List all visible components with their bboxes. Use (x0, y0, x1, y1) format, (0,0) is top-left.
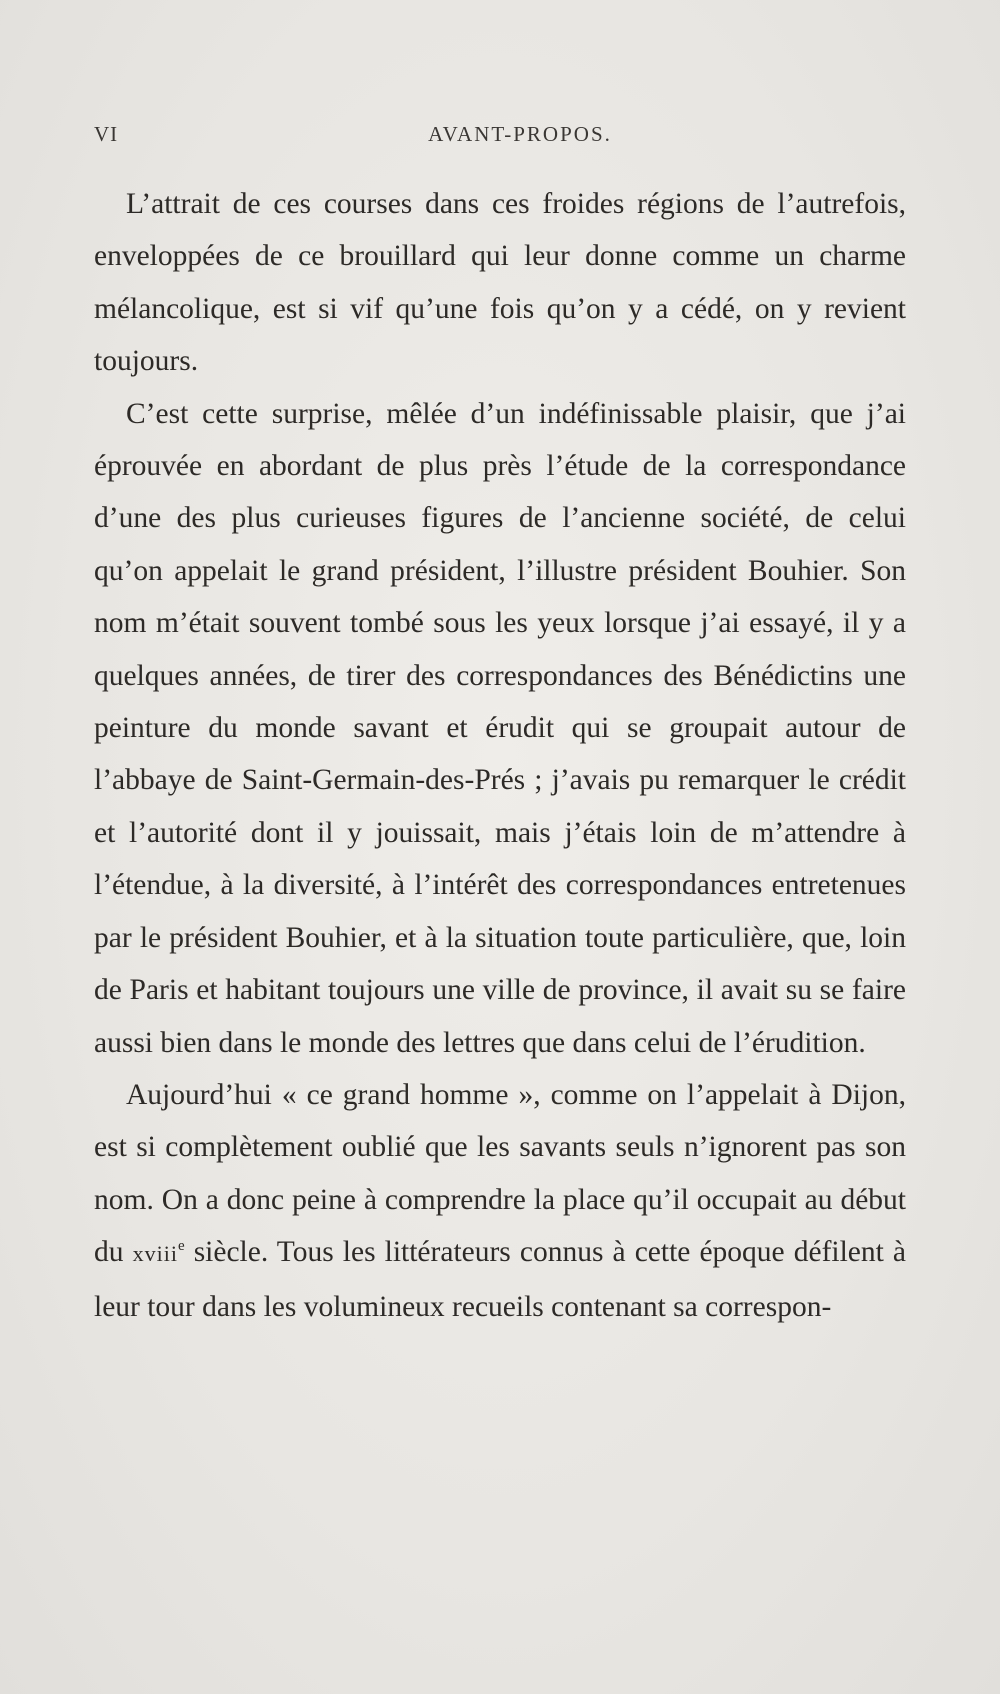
running-title: AVANT-PROPOS. (428, 122, 612, 146)
paragraph-3-text-after: siècle. Tous les littérateurs connus à cette époque défilent à leur tour dans les volumineux recueils contenant sa correspon- (94, 1236, 907, 1323)
paragraph-1: L’attrait de ces courses dans ces froides régions de l’autrefois, enveloppées de ce brouillard qui leur donne comme un charme mélancolique, est si vif qu’une fois qu’on y a cédé, on y revient toujours. (94, 188, 906, 378)
paragraph-3 (94, 1069, 906, 1333)
century-numeral: xviii (132, 1241, 178, 1267)
century-superscript: e (177, 1238, 185, 1255)
page-number: VI (94, 122, 119, 146)
running-head (94, 122, 906, 152)
body-text (94, 178, 906, 1333)
paragraph-2: C’est cette surprise, mêlée d’un indéfinissable plaisir, que j’ai éprouvée en abordant de plus près l’étude de la correspondance d’une des plus curieuses figures de l’ancienne société, de celui qu’on appelait le grand président, l’illustre président Bouhier. Son nom m’était souvent tombé sous les yeux lorsque j’ai essayé, il y a quelques années, de tirer des correspondances des Bénédictins une peinture du monde savant et érudit qui se groupait autour de l’abbaye de Saint-Germain-des-Prés ; j’avais pu remarquer le crédit et l’autorité dont il y jouissait, mais j’étais loin de m’attendre à l’étendue, à la diversité, à l’intérêt des correspondances entretenues par le président Bouhier, et à la situation toute particulière, que, loin de Paris et habitant toujours une ville de province, il avait su se faire aussi bien dans le monde des lettres que dans celui de l’érudition. (94, 397, 906, 1059)
paragraph-3-text-before: Aujourd’hui « ce grand homme », comme on l’appelait à Dijon, est si complètement oublié que les savants seuls n’ignorent pas son nom. On a donc peine à comprendre la place qu’il occupait au début du (94, 1078, 906, 1269)
